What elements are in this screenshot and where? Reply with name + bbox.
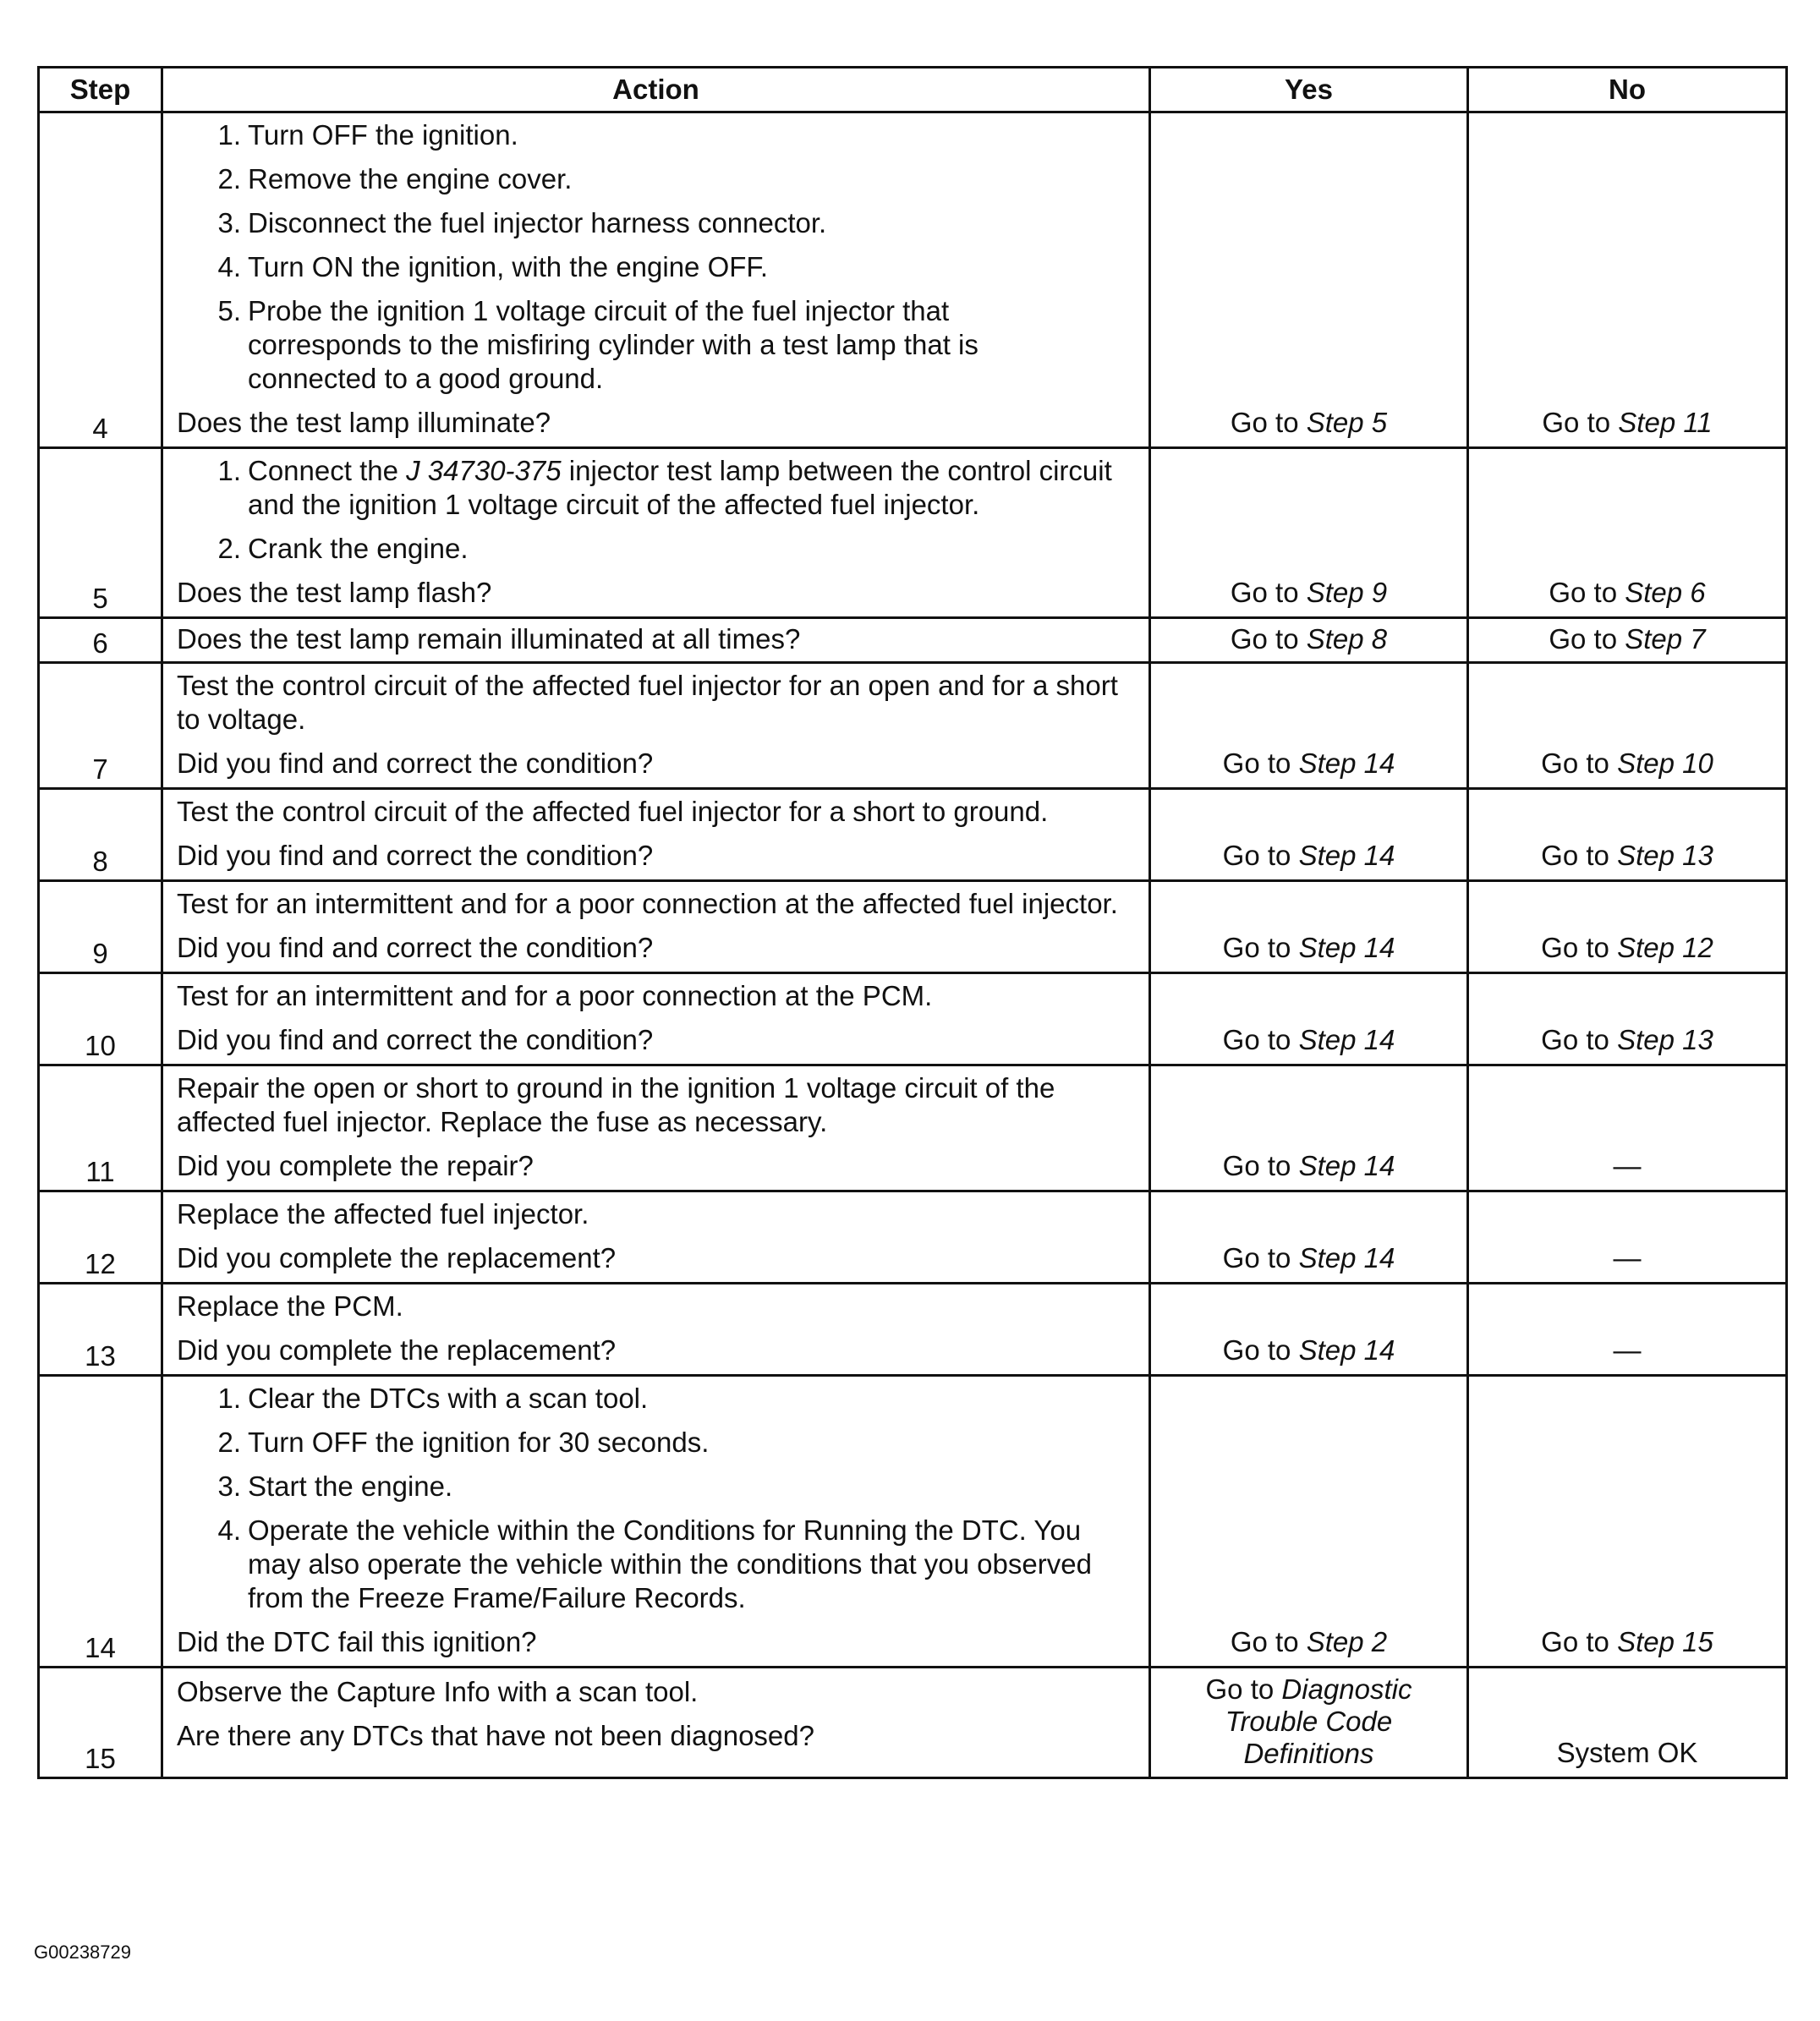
goto-target: Step 14 bbox=[1298, 840, 1395, 871]
goto-target: Step 14 bbox=[1298, 932, 1395, 963]
item-text: Start the engine. bbox=[248, 1471, 453, 1502]
step-number: 12 bbox=[39, 1191, 162, 1284]
item-text: Remove the engine cover. bbox=[248, 163, 573, 194]
table-row bbox=[39, 789, 1787, 881]
substep-list bbox=[177, 118, 1135, 396]
item-text: Clear the DTCs with a scan tool. bbox=[248, 1383, 649, 1414]
substep-list bbox=[177, 454, 1135, 566]
table-row bbox=[39, 1376, 1787, 1668]
item-text: Crank the engine. bbox=[248, 533, 469, 564]
table-row bbox=[39, 1284, 1787, 1376]
step-number: 7 bbox=[39, 663, 162, 789]
item-text: Connect the bbox=[248, 455, 407, 486]
goto-label: Go to bbox=[1230, 623, 1307, 654]
goto-label: Go to bbox=[1541, 840, 1618, 871]
action-cell bbox=[162, 881, 1150, 973]
header-row bbox=[39, 68, 1787, 112]
action-cell bbox=[162, 618, 1150, 663]
goto-target: Definitions bbox=[1243, 1738, 1374, 1769]
no-cell bbox=[1468, 1376, 1787, 1668]
goto-line bbox=[1158, 1673, 1460, 1706]
goto-label: Go to bbox=[1222, 1334, 1299, 1366]
goto-target: Step 12 bbox=[1617, 932, 1713, 963]
item-text: Turn OFF the ignition for 30 seconds. bbox=[248, 1427, 710, 1458]
step-number: 11 bbox=[39, 1065, 162, 1191]
list-item bbox=[217, 206, 1135, 240]
yes-cell bbox=[1150, 448, 1468, 618]
list-item bbox=[217, 250, 1135, 284]
action-cell bbox=[162, 789, 1150, 881]
yes-cell bbox=[1150, 1284, 1468, 1376]
figure-id: G00238729 bbox=[34, 1942, 131, 1963]
no-cell: — bbox=[1468, 1065, 1787, 1191]
goto-label: Go to bbox=[1222, 1024, 1299, 1055]
goto-label: Go to bbox=[1230, 577, 1307, 608]
step-number: 6 bbox=[39, 618, 162, 663]
item-number: 3. bbox=[217, 207, 241, 238]
action-cell bbox=[162, 1065, 1150, 1191]
list-item bbox=[217, 1514, 1135, 1615]
diagnostic-table-sheet bbox=[37, 66, 1785, 1779]
item-text: Turn ON the ignition, with the engine OFF. bbox=[248, 251, 769, 282]
item-number: 1. bbox=[217, 455, 241, 486]
item-number: 5. bbox=[217, 295, 241, 326]
item-number: 2. bbox=[217, 533, 241, 564]
step-instruction: Test the control circuit of the affected fuel injector for an open and for a short to voltage. bbox=[177, 670, 1118, 735]
step-instruction: Observe the Capture Info with a scan tool. bbox=[177, 1676, 699, 1707]
goto-label: Go to bbox=[1541, 1024, 1618, 1055]
goto-label: Go to bbox=[1541, 1626, 1618, 1657]
step-question: Did you find and correct the condition? bbox=[177, 1024, 654, 1055]
step-number: 13 bbox=[39, 1284, 162, 1376]
goto-target: Step 8 bbox=[1306, 623, 1388, 654]
item-number: 2. bbox=[217, 1427, 241, 1458]
step-number: 8 bbox=[39, 789, 162, 881]
step-number: 5 bbox=[39, 448, 162, 618]
table-row bbox=[39, 1668, 1787, 1778]
step-question: Does the test lamp flash? bbox=[177, 577, 492, 608]
goto-target: Step 9 bbox=[1306, 577, 1388, 608]
table-row bbox=[39, 618, 1787, 663]
no-cell: — bbox=[1468, 1284, 1787, 1376]
table-row bbox=[39, 1191, 1787, 1284]
step-instruction: Test for an intermittent and for a poor connection at the PCM. bbox=[177, 980, 933, 1011]
action-cell bbox=[162, 448, 1150, 618]
yes-cell bbox=[1150, 1376, 1468, 1668]
item-text: Disconnect the fuel injector harness connector. bbox=[248, 207, 827, 238]
step-question: Are there any DTCs that have not been diagnosed? bbox=[177, 1720, 814, 1751]
item-text: injector test lamp between the control circuit and the ignition 1 voltage circuit of the affected fuel injector. bbox=[248, 455, 1112, 520]
goto-target: Step 5 bbox=[1306, 407, 1388, 438]
table-row bbox=[39, 973, 1787, 1065]
header-no: No bbox=[1468, 68, 1787, 112]
step-number: 9 bbox=[39, 881, 162, 973]
goto-target: Step 13 bbox=[1617, 1024, 1713, 1055]
goto-target: Step 14 bbox=[1298, 1024, 1395, 1055]
yes-cell bbox=[1150, 881, 1468, 973]
goto-label: Go to bbox=[1541, 932, 1618, 963]
action-cell bbox=[162, 1668, 1150, 1778]
goto-label: Go to bbox=[1222, 932, 1299, 963]
no-cell bbox=[1468, 881, 1787, 973]
step-number: 10 bbox=[39, 973, 162, 1065]
step-question: Did you complete the repair? bbox=[177, 1150, 534, 1181]
tool-name: J 34730-375 bbox=[406, 455, 562, 486]
list-item bbox=[217, 1382, 1135, 1416]
goto-target: Step 10 bbox=[1617, 748, 1713, 779]
no-cell bbox=[1468, 663, 1787, 789]
no-cell bbox=[1468, 618, 1787, 663]
table-row bbox=[39, 112, 1787, 448]
goto-target: Step 14 bbox=[1298, 1150, 1395, 1181]
goto-label: Go to bbox=[1205, 1673, 1282, 1705]
step-question: Did you find and correct the condition? bbox=[177, 748, 654, 779]
table-row bbox=[39, 881, 1787, 973]
no-cell bbox=[1468, 448, 1787, 618]
action-cell bbox=[162, 663, 1150, 789]
no-cell: System OK bbox=[1468, 1668, 1787, 1778]
yes-cell bbox=[1150, 1065, 1468, 1191]
action-cell bbox=[162, 973, 1150, 1065]
step-number: 15 bbox=[39, 1668, 162, 1778]
goto-target: Step 14 bbox=[1298, 1334, 1395, 1366]
yes-cell bbox=[1150, 973, 1468, 1065]
yes-cell bbox=[1150, 1668, 1468, 1778]
step-instruction: Replace the PCM. bbox=[177, 1290, 403, 1322]
goto-target: Step 14 bbox=[1298, 748, 1395, 779]
goto-target: Step 7 bbox=[1625, 623, 1706, 654]
yes-cell bbox=[1150, 663, 1468, 789]
goto-target: Step 2 bbox=[1306, 1626, 1388, 1657]
list-item bbox=[217, 162, 1135, 196]
action-cell bbox=[162, 112, 1150, 448]
yes-cell bbox=[1150, 618, 1468, 663]
goto-label: Go to bbox=[1541, 748, 1618, 779]
list-item bbox=[217, 532, 1135, 566]
step-question: Did you complete the replacement? bbox=[177, 1334, 617, 1366]
item-number: 3. bbox=[217, 1471, 241, 1502]
step-question: Did you find and correct the condition? bbox=[177, 840, 654, 871]
no-cell: — bbox=[1468, 1191, 1787, 1284]
step-instruction: Test for an intermittent and for a poor connection at the affected fuel injector. bbox=[177, 888, 1118, 919]
item-text: Turn OFF the ignition. bbox=[248, 119, 518, 151]
yes-cell bbox=[1150, 112, 1468, 448]
diagnostic-table bbox=[37, 66, 1788, 1779]
header-step: Step bbox=[39, 68, 162, 112]
action-cell bbox=[162, 1191, 1150, 1284]
goto-target: Trouble Code bbox=[1225, 1706, 1393, 1737]
no-cell bbox=[1468, 789, 1787, 881]
goto-target: Step 11 bbox=[1618, 407, 1713, 438]
yes-cell bbox=[1150, 1191, 1468, 1284]
step-question: Does the test lamp illuminate? bbox=[177, 407, 551, 438]
table-row bbox=[39, 448, 1787, 618]
goto-label: Go to bbox=[1542, 407, 1619, 438]
no-cell bbox=[1468, 973, 1787, 1065]
no-cell bbox=[1468, 112, 1787, 448]
goto-target: Step 6 bbox=[1625, 577, 1706, 608]
item-number: 1. bbox=[217, 1383, 241, 1414]
step-number: 4 bbox=[39, 112, 162, 448]
goto-label: Go to bbox=[1549, 577, 1625, 608]
goto-label: Go to bbox=[1549, 623, 1625, 654]
goto-target: Step 15 bbox=[1617, 1626, 1713, 1657]
item-number: 2. bbox=[217, 163, 241, 194]
goto-label: Go to bbox=[1222, 748, 1299, 779]
item-text: Operate the vehicle within the Conditions for Running the DTC. You may also operate the vehicle within the conditions that you observed from the Freeze Frame/Failure Records. bbox=[248, 1514, 1092, 1613]
action-cell bbox=[162, 1284, 1150, 1376]
item-text: Probe the ignition 1 voltage circuit of the fuel injector that corresponds to the misfiring cylinder with a test lamp that is connected to a good ground. bbox=[248, 295, 979, 394]
table-row bbox=[39, 1065, 1787, 1191]
yes-cell bbox=[1150, 789, 1468, 881]
goto-label: Go to bbox=[1230, 1626, 1307, 1657]
step-question: Does the test lamp remain illuminated at all times? bbox=[177, 623, 801, 654]
step-question: Did the DTC fail this ignition? bbox=[177, 1626, 537, 1657]
list-item bbox=[217, 118, 1135, 152]
item-number: 4. bbox=[217, 1514, 241, 1546]
header-yes: Yes bbox=[1150, 68, 1468, 112]
step-instruction: Repair the open or short to ground in the ignition 1 voltage circuit of the affected fuel injector. Replace the fuse as necessary. bbox=[177, 1072, 1055, 1137]
goto-target: Step 13 bbox=[1617, 840, 1713, 871]
header-action: Action bbox=[162, 68, 1150, 112]
goto-label: Go to bbox=[1230, 407, 1307, 438]
step-instruction: Test the control circuit of the affected fuel injector for a short to ground. bbox=[177, 796, 1049, 827]
item-number: 4. bbox=[217, 251, 241, 282]
list-item bbox=[217, 294, 1135, 396]
table-row bbox=[39, 663, 1787, 789]
goto-label: Go to bbox=[1222, 1242, 1299, 1273]
action-cell bbox=[162, 1376, 1150, 1668]
list-item bbox=[217, 454, 1135, 522]
step-number: 14 bbox=[39, 1376, 162, 1668]
item-number: 1. bbox=[217, 119, 241, 151]
list-item bbox=[217, 1470, 1135, 1503]
goto-target: Diagnostic bbox=[1281, 1673, 1412, 1705]
goto-label: Go to bbox=[1222, 1150, 1299, 1181]
goto-label: Go to bbox=[1222, 840, 1299, 871]
goto-target: Step 14 bbox=[1298, 1242, 1395, 1273]
step-question: Did you complete the replacement? bbox=[177, 1242, 617, 1273]
step-question: Did you find and correct the condition? bbox=[177, 932, 654, 963]
step-instruction: Replace the affected fuel injector. bbox=[177, 1198, 589, 1230]
substep-list bbox=[177, 1382, 1135, 1615]
list-item bbox=[217, 1426, 1135, 1460]
